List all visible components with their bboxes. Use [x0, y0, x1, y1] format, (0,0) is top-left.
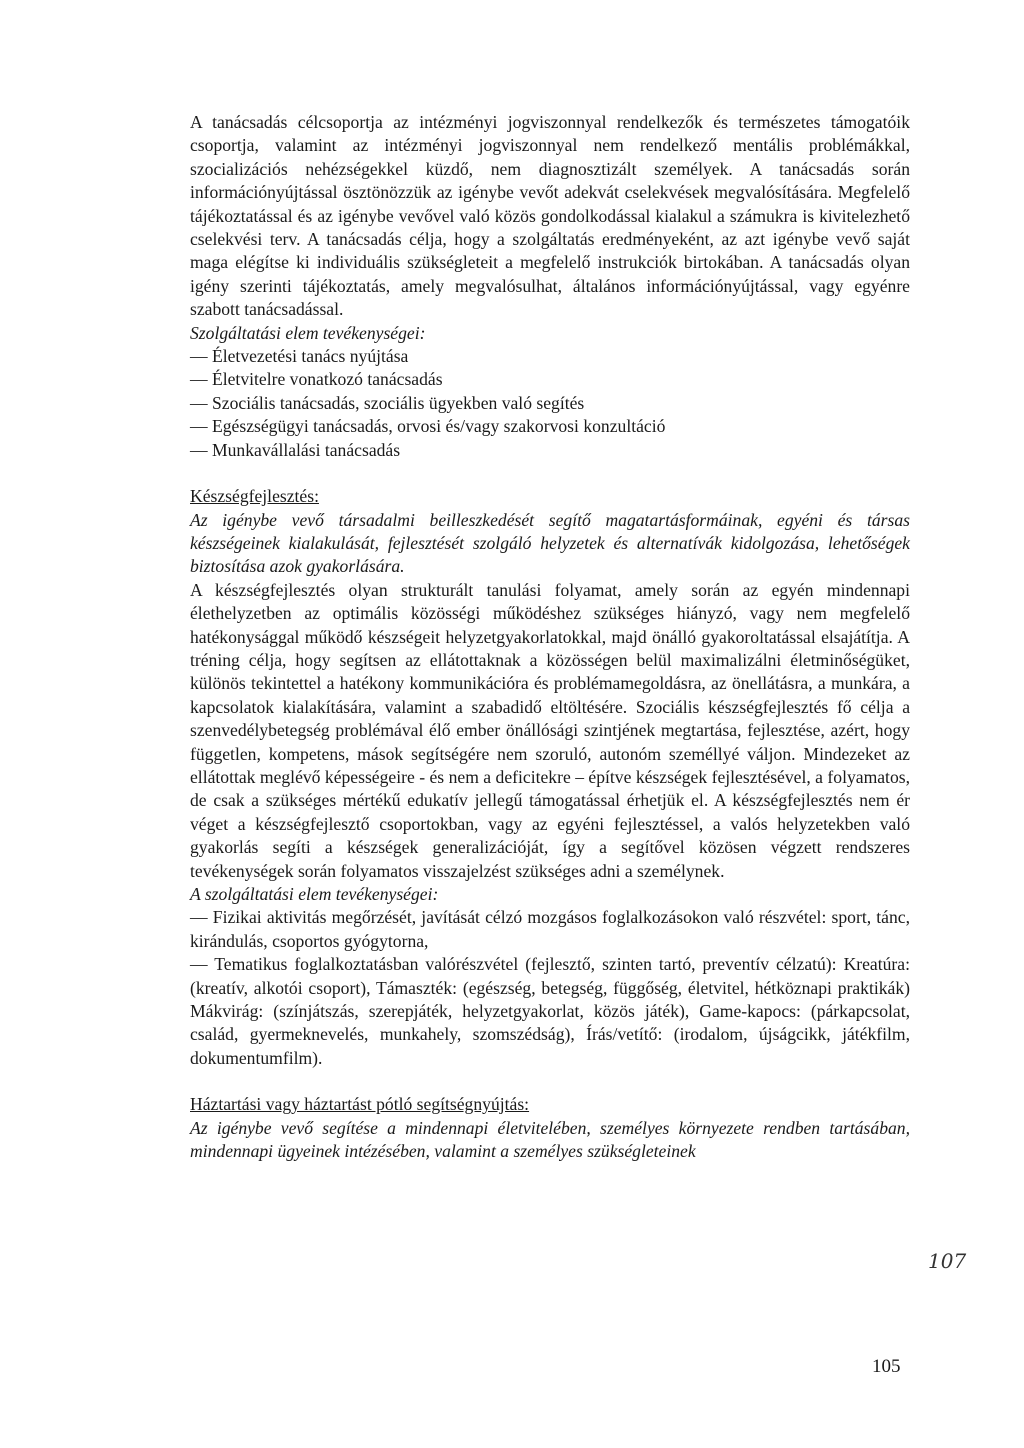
list-item: — Tematikus foglalkoztatásban valórészvétel (fejlesztő, szinten tartó, preventív célzatú): Kreatúra: (kreatív, alkotói csoport), Támaszték: (egészség, betegség, függőség, életvitel, hétköznapi praktikák) Mákvirág: (színjátszás, szerepjáték, helyzetgyakorlat, közös játék), Game-kapocs: (párkapcsolat, család, gyermeknevelés, munkahely, szomszédság), Írás/vetítő: (irodalom, újságcikk, játékfilm, dokumentumfilm).	[190, 954, 910, 1068]
spacer	[190, 1070, 910, 1093]
section-heading-skills: Készségfejlesztés:	[190, 486, 319, 507]
intro-paragraph: A tanácsadás célcsoportja az intézményi jogviszonnyal rendelkezők és természetes támogatóik csoportja, valamint az intézményi jogviszonnyal nem rendelkező mentális problémákkal, szocializációs nehézségekkel küzdő, nem diagnosztizált személyek. A tanácsadás során információnyújtással ösztönözzük az igénybe vevőt adekvát cselekvések megvalósítására. Megfelelő tájékoztatással és az igénybe vevővel való közös gondolkodással kialakul a számukra is kivitelezhető cselekvési terv. A tanácsadás célja, hogy a szolgáltatás eredményeként, az azt igénybe vevő saját maga elégítse ki individuális szükségleteit a megfelelő instrukciók birtokában. A tanácsadás olyan igény szerinti tájékoztatás, amely megvalósulhat, általános információnyújtással, vagy egyénre szabott tanácsadással.	[190, 112, 910, 320]
list-item: — Szociális tanácsadás, szociális ügyekben való segítés	[190, 392, 585, 413]
handwritten-note: 107	[928, 1249, 967, 1273]
section-heading-household: Háztartási vagy háztartást pótló segítségnyújtás:	[190, 1094, 530, 1115]
skills-intro: Az igénybe vevő társadalmi beilleszkedését segítő magatartásformáinak, egyéni és társas készségeinek kialakulását, fejlesztését szolgáló helyzetek és alternatívák kidolgozása, lehetőségek biztosítása azok gyakorlására.	[190, 509, 910, 577]
list-item: — Életvitelre vonatkozó tanácsadás	[190, 369, 443, 390]
spacer	[190, 462, 910, 485]
household-intro: Az igénybe vevő segítése a mindennapi életvitelében, személyes környezete rendben tartásában, mindennapi ügyeinek intézésében, valamint a személyes szükségleteinek	[190, 1117, 910, 1162]
document-body	[190, 111, 910, 1163]
list-item: — Fizikai aktivitás megőrzését, javítását célzó mozgásos foglalkozásokon való részvétel: sport, tánc, kirándulás, csoportos gyógytorna,	[190, 907, 910, 951]
list-item: — Egészségügyi tanácsadás, orvosi és/vagy szakorvosi konzultáció	[190, 416, 666, 437]
skills-activities-heading: A szolgáltatási elem tevékenységei:	[190, 884, 439, 904]
list-item: — Munkavállalási tanácsadás	[190, 439, 401, 460]
page-number: 105	[872, 1356, 901, 1377]
list-item: — Életvezetési tanács nyújtása	[190, 346, 409, 367]
skills-paragraph: A készségfejlesztés olyan strukturált tanulási folyamat, amely során az egyén mindennapi élethelyzetben az optimális közösségi működéshez szükséges hiányzó, vagy nem megfelelő hatékonysággal működő készségeit helyzetgyakorlatokkal, majd önálló gyakoroltatással elsajátítja. A tréning célja, hogy segítsen az ellátottaknak a közösségen belül maximalizálni életminőségüket, különös tekintettel a hatékony kommunikációra és problémamegoldásra, az önellátásra, a munkára, a kapcsolatok kialakítására, valamint a szabadidő eltöltésére. Szociális készségfejlesztés fő célja a szenvedélybetegség problémával élő ember önállósági szintjének megtartása, fejlesztése, azért, hogy független, kompetens, mások segítségére nem szoruló, autonóm személlyé váljon. Mindezeket az ellátottak meglévő képességeire - és nem a deficitekre – építve készségek fejlesztésével, a folyamatos, de csak a szükséges mértékű edukatív jellegű támogatással érhetjük el. A készségfejlesztés nem ér véget a készségfejlesztő csoportokban, vagy az egyéni fejlesztéssel, a valós helyzetekben való gyakorlás segíti a készségek generalizációját, így a segítővel közösen végzett rendszeres tevékenységek során folyamatos visszajelzést szükséges adni a személynek.	[190, 579, 910, 881]
activities-heading: Szolgáltatási elem tevékenységei:	[190, 322, 426, 343]
